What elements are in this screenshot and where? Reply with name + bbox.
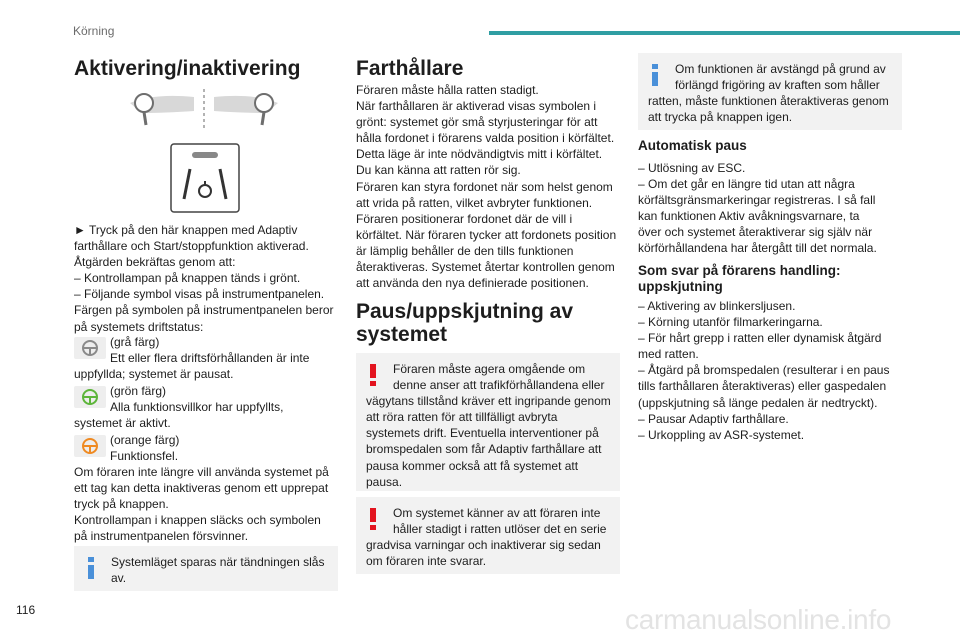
heading-driver-action-a: Som svar på förarens handling:	[638, 263, 841, 278]
info-note-reactivate: Om funktionen är avstängd på grund av förlängd frigöring av kraften som håller ratten, måste funktionen återaktiveras genom att trycka på knappen igen.	[638, 53, 902, 130]
heading-driver-action-b: uppskjutning	[638, 279, 723, 294]
status-green: (grön färg) Alla funktionsvillkor har uppfyllts, systemet är aktivt.	[74, 384, 284, 430]
warning-note-grip: Om systemet känner av att föraren inte håller stadigt i ratten utlöser det en serie gradvisa varningar och inaktiverar sig sedan om föraren inte svarar.	[356, 497, 620, 574]
warning-icon	[366, 508, 380, 530]
warning-icon	[366, 364, 380, 386]
steering-wheel-orange-icon	[74, 435, 106, 457]
page-number: 116	[16, 603, 36, 617]
watermark: carmanualsonline.info	[625, 604, 892, 635]
info-note-memory: Systemläget sparas när tändningen slås av.	[74, 546, 338, 591]
lane-centering-button-icon	[170, 143, 240, 213]
heading-activation: Aktivering/inaktivering	[74, 57, 301, 80]
lane-hands-illustration	[124, 87, 284, 131]
cruise-body: Föraren måste hålla ratten stadigt. När farthållaren är aktiverad visas symbolen i grönt: systemet gör små styrjusteringar för att hålla fordonet i förarens valda position i körfältet. Detta läge är inte nödvändigtvis mitt i körfältet. Du kan känna att ratten rör sig. Föraren kan styra fordonet när som helst genom att vrida på ratten, vilket avbryter funktionen. Föraren positionerar fordonet där de vill i körfältet. När föraren tycker att fordonets position är lämplig behåller de den tills funktionen återaktiveras. Systemet återtar kontrollen genom att använda den nya definierade positionen.	[356, 83, 617, 291]
steering-wheel-green-icon	[74, 386, 106, 408]
section-label: Körning	[73, 24, 115, 38]
info-icon	[648, 64, 662, 86]
heading-pause-b: systemet	[356, 323, 448, 346]
top-accent-rule	[489, 31, 960, 35]
steering-wheel-grey-icon	[74, 337, 106, 359]
heading-auto-pause: Automatisk paus	[638, 138, 747, 153]
intro-text: ► Tryck på den här knappen med Adaptiv farthållare och Start/stoppfunktion aktiverad. Åtgärden bekräftas genom att: – Kontrollampan på knappen tänds i grönt. – Följande symbol visas på instrumentpanelen. Färgen på symbolen på instrumentpanelen beror på systemets driftstatus:	[74, 223, 334, 334]
info-icon	[84, 557, 98, 579]
status-grey: (grå färg) Ett eller flera driftsförhållanden är inte uppfyllda; systemet är pausat.	[74, 335, 310, 381]
driver-action-list: – Aktivering av blinkersljusen. – Körning utanför filmarkeringarna. – För hårt grepp i ratten eller dynamisk åtgärd med ratten. – Åtgärd på bromspedalen (resulterar i en paus tills farthållaren återaktiveras) eller gaspedalen (uppskjutning så länge pedalen är nedtryckt). – Pausar Adaptiv farthållare. – Urkoppling av ASR-systemet.	[638, 299, 890, 442]
heading-cruise: Farthållare	[356, 57, 464, 80]
warning-note-intervene: Föraren måste agera omgående om denne anser att trafikförhållandena eller vägytans tillstånd kräver ett ingripande genom att röra ratten för att tillfälligt avbryta systemets drift. Eventuella interventioner på bromspedalen som får Adaptiv farthållare att pausa kommer också att få systemet att pausa.	[356, 353, 620, 491]
heading-pause-a: Paus/uppskjutning av	[356, 300, 574, 323]
status-orange: (orange färg) Funktionsfel.	[74, 432, 344, 464]
auto-pause-list: – Utlösning av ESC. – Om det går en längre tid utan att några körfältsgränsmarkeringar registreras. I så fall kan funktionen Aktiv avåkningsvarnare, ta över och systemet återaktiverar sig själv när körförhållandena har återgått till det normala.	[638, 161, 877, 256]
outro-text: Om föraren inte längre vill använda systemet på ett tag kan detta inaktiveras genom ett upprepat tryck på knappen. Kontrollampan i knappen släcks och symbolen på instrumentpanelen försvinner.	[74, 465, 329, 544]
